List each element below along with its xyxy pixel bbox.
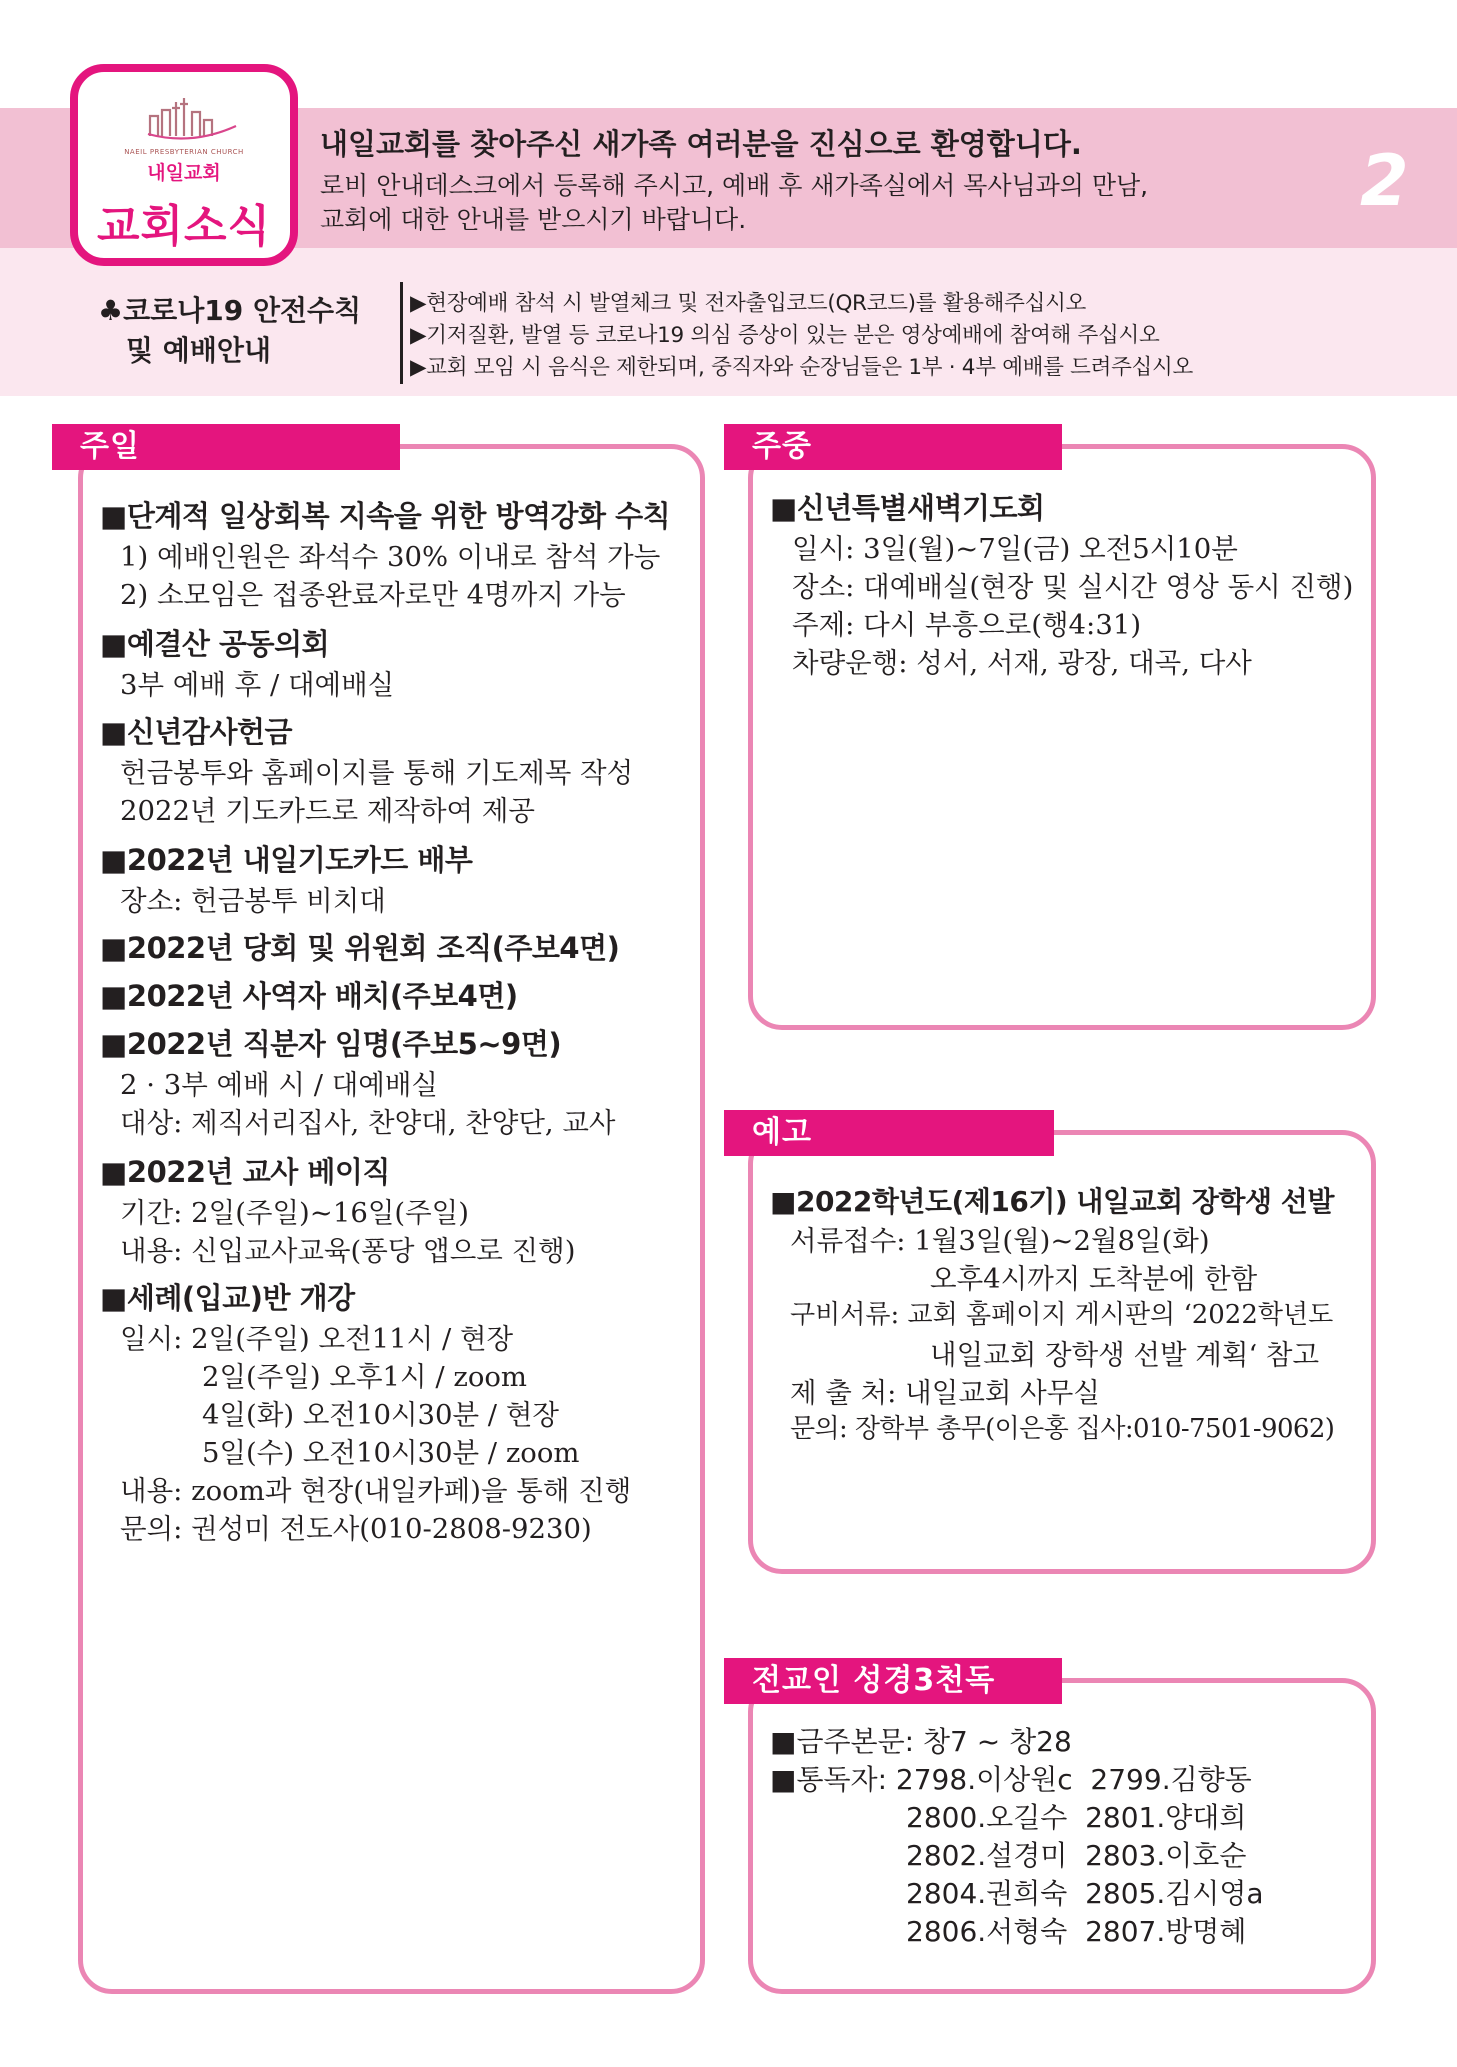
list-item: 기간: 2일(주일)~16일(주일) — [120, 1197, 469, 1229]
list-heading: ■2022년 당회 및 위원회 조직(주보4면) — [100, 931, 620, 965]
list-item: 헌금봉투와 홈페이지를 통해 기도제목 작성 — [120, 757, 634, 789]
list-item: 2일(주일) 오후1시 / zoom — [202, 1361, 528, 1393]
bible-tab: 전교인 성경3천독 — [724, 1658, 1062, 1704]
covid-item: ▶기저질환, 발열 등 코로나19 의심 증상이 있는 분은 영상예배에 참여해 주십시오 — [410, 323, 1160, 348]
welcome-line: 교회에 대한 안내를 받으시기 바랍니다. — [320, 205, 747, 234]
list-item: 4일(화) 오전10시30분 / 현장 — [202, 1399, 559, 1431]
list-item: ■금주본문: 창7 ~ 창28 — [770, 1725, 1072, 1758]
list-heading: ■2022년 교사 베이직 — [100, 1155, 390, 1189]
church-logo-box — [70, 64, 298, 266]
list-item: 5일(수) 오전10시30분 / zoom — [202, 1437, 580, 1469]
list-item: 오후4시까지 도착분에 한함 — [930, 1263, 1258, 1295]
list-item: 내용: 신입교사교육(퐁당 앱으로 진행) — [120, 1235, 576, 1267]
list-item: 2804.권희숙 2805.김시영a — [906, 1877, 1264, 1910]
list-heading: ■신년감사헌금 — [100, 715, 292, 749]
covid-heading-line: ♣코로나19 안전수칙 — [98, 294, 362, 327]
list-item: 내용: zoom과 현장(내일카페)을 통해 진행 — [120, 1475, 632, 1507]
list-item: 내일교회 장학생 선발 계획‘ 참고 — [930, 1339, 1320, 1371]
list-item: 장소: 대예배실(현장 및 실시간 영상 동시 진행) — [792, 571, 1354, 603]
divider — [400, 282, 403, 384]
list-item: 1) 예배인원은 좌석수 30% 이내로 참석 가능 — [120, 541, 661, 573]
sunday-tab: 주일 — [52, 424, 400, 470]
list-item: 구비서류: 교회 홈페이지 게시판의 ‘2022학년도 — [790, 1300, 1334, 1330]
list-item: 문의: 장학부 총무(이은홍 집사:010-7501-9062) — [790, 1414, 1335, 1444]
list-item: 3부 예배 후 / 대예배실 — [120, 669, 395, 701]
list-item: 장소: 헌금봉투 비치대 — [120, 885, 386, 917]
list-item: ■통독자: 2798.이상원c 2799.김향동 — [770, 1763, 1252, 1796]
list-item: 제 출 처: 내일교회 사무실 — [790, 1377, 1100, 1409]
logo-church-name: 내일교회 — [147, 162, 221, 184]
list-item: 2806.서형숙 2807.방명혜 — [906, 1915, 1247, 1948]
notice-tab: 예고 — [724, 1110, 1054, 1156]
page-number: 2 — [1360, 140, 1409, 222]
covid-item: ▶현장예배 참석 시 발열체크 및 전자출입코드(QR코드)를 활용해주십시오 — [410, 291, 1087, 316]
welcome-title: 내일교회를 찾아주신 새가족 여러분을 진심으로 환영합니다. — [320, 127, 1082, 161]
church-skyline-icon — [146, 96, 238, 146]
list-item: 문의: 권성미 전도사(010-2808-9230) — [120, 1513, 592, 1545]
section-title: 교회소식 — [96, 201, 271, 252]
list-item: 일시: 2일(주일) 오전11시 / 현장 — [120, 1323, 514, 1355]
list-item: 일시: 3일(월)~7일(금) 오전5시10분 — [792, 533, 1238, 565]
list-item: 서류접수: 1월3일(월)~2월8일(화) — [790, 1225, 1210, 1257]
list-item: 2802.설경미 2803.이호순 — [906, 1839, 1247, 1872]
list-heading: ■세례(입교)반 개강 — [100, 1281, 355, 1315]
logo-subtitle: NAEIL PRESBYTERIAN CHURCH — [124, 148, 244, 156]
list-heading: ■2022학년도(제16기) 내일교회 장학생 선발 — [770, 1185, 1334, 1218]
list-heading: ■신년특별새벽기도회 — [770, 491, 1045, 525]
midweek-tab: 주중 — [724, 424, 1062, 470]
list-heading: ■예결산 공동의회 — [100, 627, 330, 661]
list-item: 2022년 기도카드로 제작하여 제공 — [120, 795, 535, 827]
list-heading: ■2022년 직분자 임명(주보5~9면) — [100, 1027, 562, 1061]
list-item: 차량운행: 성서, 서재, 광장, 대곡, 다사 — [792, 647, 1252, 679]
list-item: 2) 소모임은 접종완료자로만 4명까지 가능 — [120, 579, 626, 611]
list-item: 2 · 3부 예배 시 / 대예배실 — [120, 1069, 438, 1101]
welcome-line: 로비 안내데스크에서 등록해 주시고, 예배 후 새가족실에서 목사님과의 만남, — [320, 171, 1149, 200]
list-heading: ■2022년 내일기도카드 배부 — [100, 843, 473, 877]
covid-item: ▶교회 모임 시 음식은 제한되며, 중직자와 순장님들은 1부 · 4부 예배를 드려주십시오 — [410, 355, 1193, 380]
list-item: 주제: 다시 부흥으로(행4:31) — [792, 609, 1142, 641]
covid-heading — [98, 291, 361, 371]
list-heading: ■2022년 사역자 배치(주보4면) — [100, 979, 518, 1013]
list-item: 2800.오길수 2801.양대희 — [906, 1801, 1247, 1834]
list-heading: ■단계적 일상회복 지속을 위한 방역강화 수칙 — [100, 499, 671, 533]
covid-heading-line: 및 예배안내 — [126, 334, 271, 367]
list-item: 대상: 제직서리집사, 찬양대, 찬양단, 교사 — [120, 1107, 616, 1139]
